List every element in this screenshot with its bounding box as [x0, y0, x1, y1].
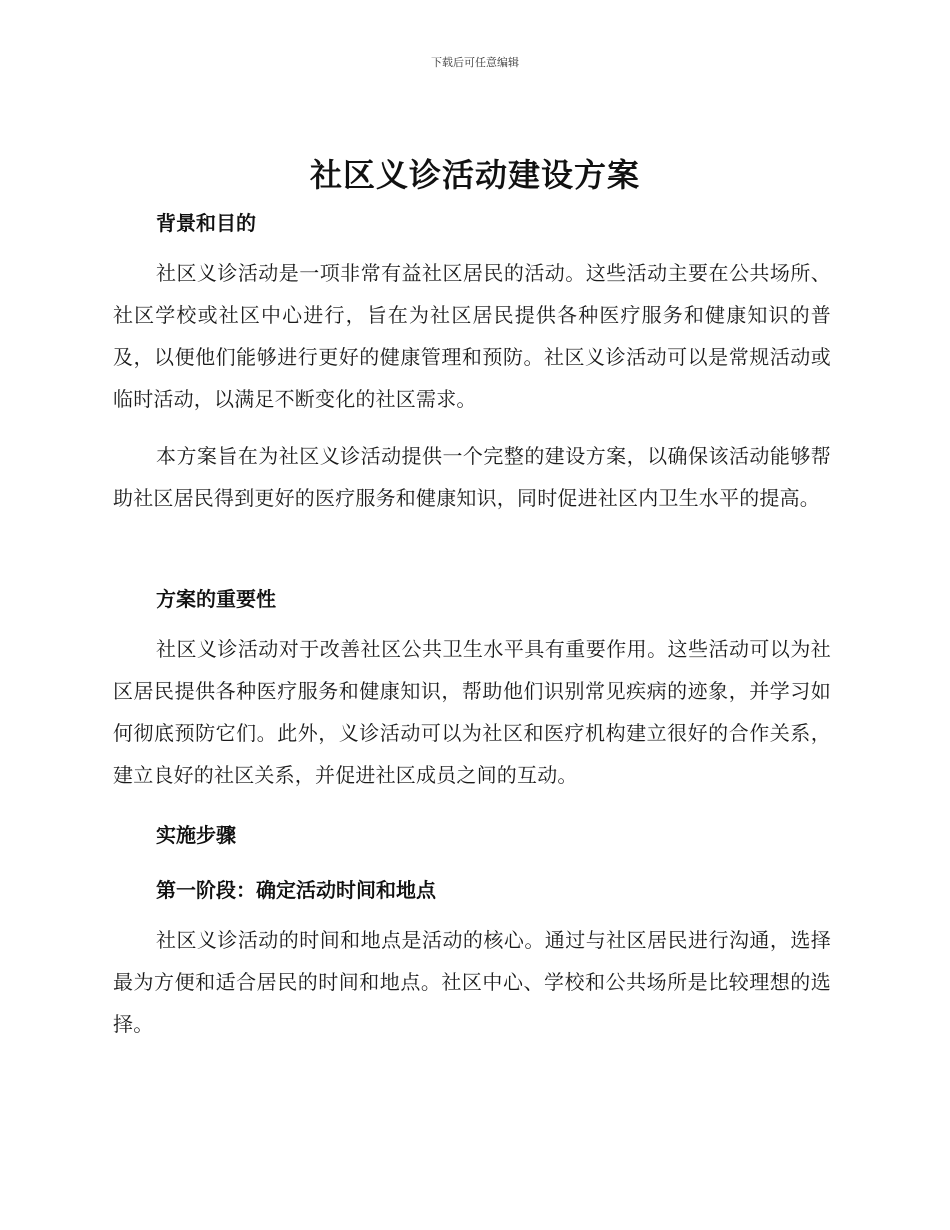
section-heading-steps: 实施步骤: [156, 823, 236, 847]
section-heading-background: 背景和目的: [156, 211, 256, 235]
subheading-stage-1: 第一阶段：确定活动时间和地点: [156, 878, 436, 902]
paragraph-stage-1: 社区义诊活动的时间和地点是活动的核心。通过与社区居民进行沟通，选择最为方便和适合居民的时间和地点。社区中心、学校和公共场所是比较理想的选择。: [113, 928, 831, 1036]
paragraph-background-2: 本方案旨在为社区义诊活动提供一个完整的建设方案，以确保该活动能够帮助社区居民得到更好的医疗服务和健康知识，同时促进社区内卫生水平的提高。: [113, 444, 831, 510]
section-heading-importance: 方案的重要性: [156, 587, 276, 611]
paragraph-importance-1: 社区义诊活动对于改善社区公共卫生水平具有重要作用。这些活动可以为社区居民提供各种医疗服务和健康知识，帮助他们识别常见疾病的迹象，并学习如何彻底预防它们。此外，义诊活动可以为社区和医疗机构建立很好的合作关系，建立良好的社区关系，并促进社区成员之间的互动。: [113, 637, 831, 787]
paragraph-background-1: 社区义诊活动是一项非常有益社区居民的活动。这些活动主要在公共场所、社区学校或社区中心进行，旨在为社区居民提供各种医疗服务和健康知识的普及，以便他们能够进行更好的健康管理和预防。社区义诊活动可以是常规活动或临时活动，以满足不断变化的社区需求。: [113, 261, 831, 411]
header-note: 下载后可任意编辑: [431, 56, 519, 69]
document-title: 社区义诊活动建设方案: [309, 156, 640, 194]
